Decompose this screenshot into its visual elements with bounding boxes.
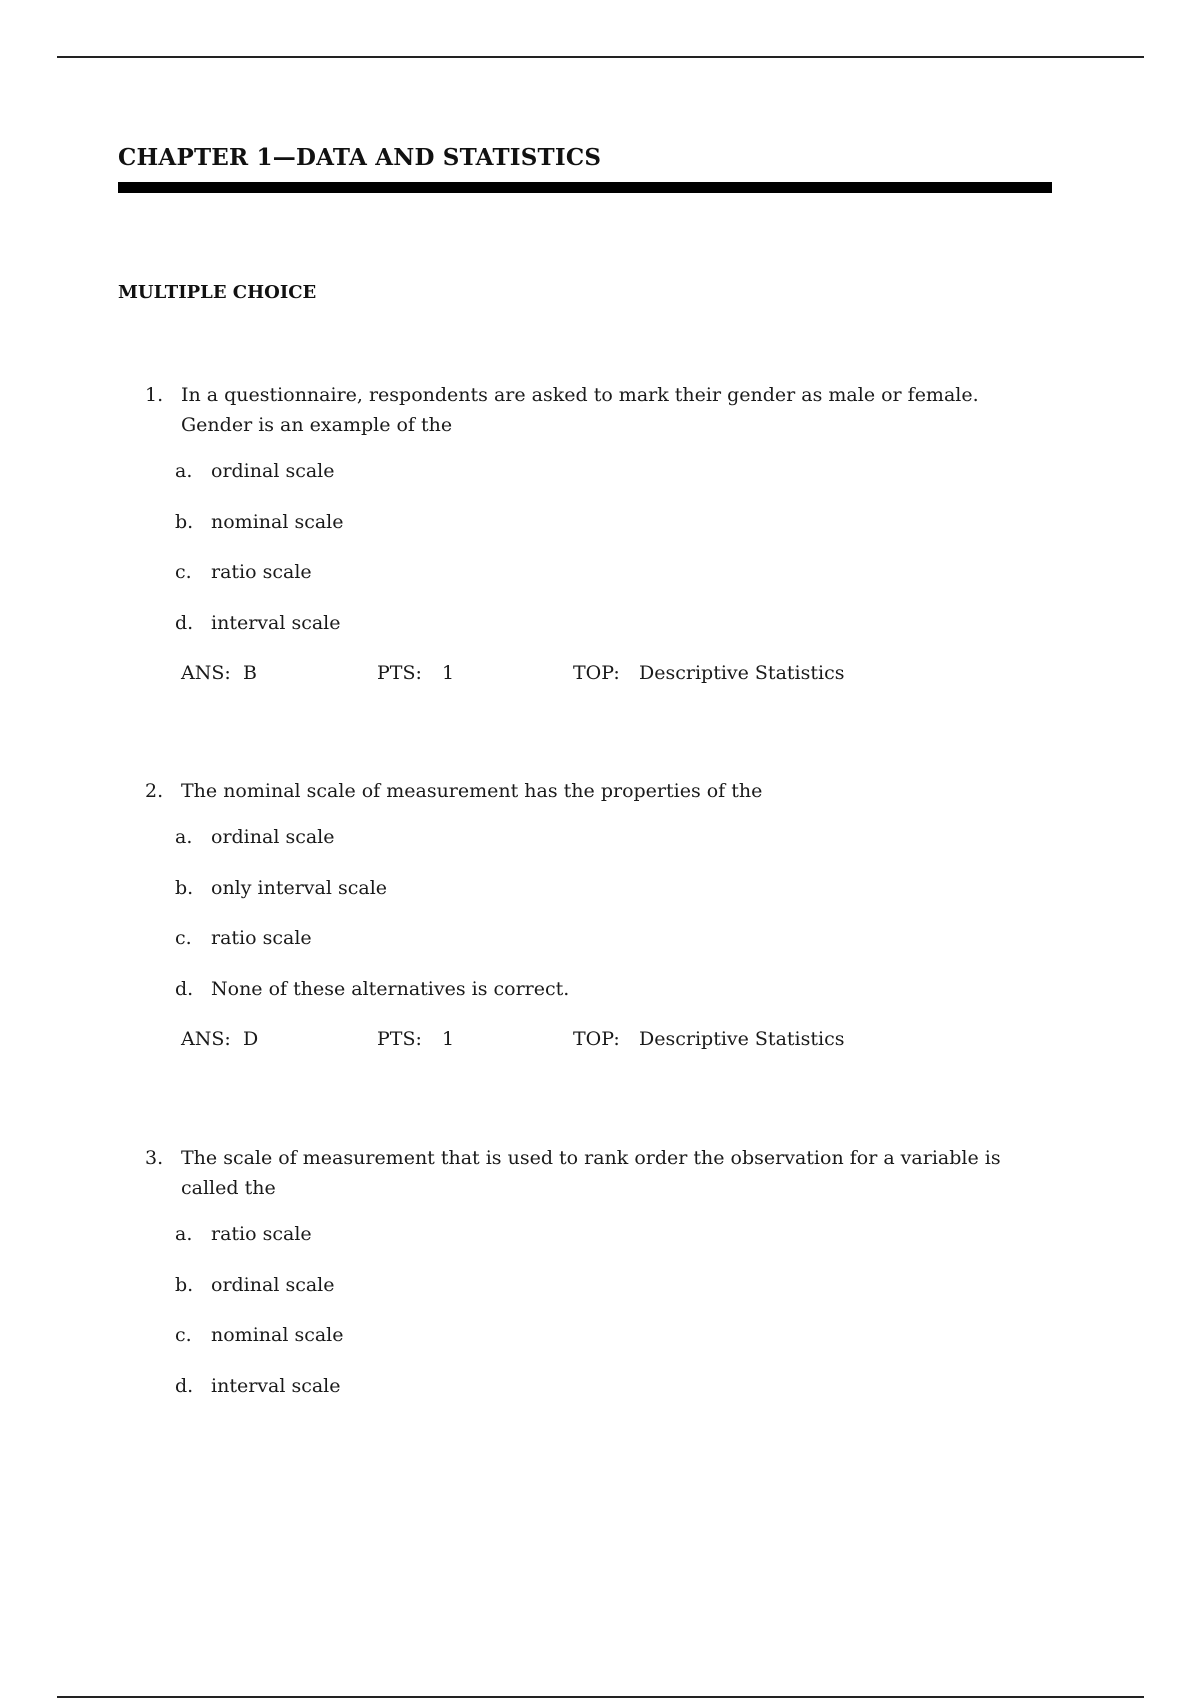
question-3: [145, 1143, 1055, 1421]
option-b: [175, 507, 1055, 558]
chapter-title-bar: [118, 182, 1052, 193]
option-a: [175, 822, 1055, 873]
option-letter: c.: [175, 1324, 192, 1346]
option-list: [175, 1219, 1055, 1421]
question-text: In a questionnaire, respondents are asked to mark their gender as male or female. Gender is an example of the: [181, 384, 979, 436]
bottom-rule: [57, 1696, 1144, 1698]
question-number: 3.: [145, 1147, 164, 1169]
option-b: [175, 1270, 1055, 1321]
option-letter: d.: [175, 611, 194, 634]
chapter-title: CHAPTER 1—DATA AND STATISTICS: [118, 144, 602, 171]
option-letter: b.: [175, 876, 194, 899]
option-text: nominal scale: [211, 1324, 344, 1346]
question-stem: [145, 776, 1055, 806]
question-stem: [145, 380, 1055, 440]
top-value: Descriptive Statistics: [639, 662, 845, 684]
option-text: ratio scale: [211, 1223, 312, 1245]
option-letter: b.: [175, 1273, 194, 1296]
option-letter: d.: [175, 1374, 194, 1397]
option-letter: a.: [175, 460, 193, 482]
option-text: None of these alternatives is correct.: [211, 977, 570, 1000]
option-text: ratio scale: [211, 927, 312, 949]
option-letter: b.: [175, 510, 194, 533]
pts-label: PTS:: [377, 1028, 422, 1050]
option-letter: a.: [175, 826, 193, 848]
question-2: [145, 776, 1055, 1054]
option-d: [175, 974, 1055, 1025]
ans-value: B: [243, 662, 257, 684]
question-number: 2.: [145, 780, 164, 802]
option-letter: a.: [175, 1223, 193, 1245]
option-list: [175, 822, 1055, 1024]
option-text: interval scale: [211, 1374, 341, 1397]
question-1: [145, 380, 1055, 688]
option-letter: c.: [175, 927, 192, 949]
option-a: [175, 1219, 1055, 1270]
option-text: nominal scale: [211, 510, 344, 533]
option-text: interval scale: [211, 611, 341, 634]
option-text: only interval scale: [211, 876, 388, 899]
option-letter: c.: [175, 561, 192, 583]
option-text: ordinal scale: [211, 460, 335, 482]
question-number: 1.: [145, 384, 164, 406]
pts-label: PTS:: [377, 662, 422, 684]
ans-label: ANS:: [181, 1028, 231, 1050]
top-label: TOP:: [573, 1028, 620, 1050]
option-a: [175, 456, 1055, 507]
section-title: MULTIPLE CHOICE: [118, 282, 317, 303]
option-letter: d.: [175, 977, 194, 1000]
option-d: [175, 1371, 1055, 1422]
pts-value: 1: [442, 662, 455, 684]
top-value: Descriptive Statistics: [639, 1028, 845, 1050]
option-text: ordinal scale: [211, 1273, 335, 1296]
top-rule: [57, 56, 1144, 58]
question-stem: [145, 1143, 1055, 1203]
question-text: The scale of measurement that is used to rank order the observation for a variable is called the: [181, 1147, 1001, 1199]
pts-value: 1: [442, 1028, 455, 1050]
answer-line: [181, 658, 1055, 688]
option-text: ratio scale: [211, 561, 312, 583]
ans-label: ANS:: [181, 662, 231, 684]
option-d: [175, 608, 1055, 659]
option-b: [175, 873, 1055, 924]
answer-line: [181, 1024, 1055, 1054]
option-list: [175, 456, 1055, 658]
option-text: ordinal scale: [211, 826, 335, 848]
option-c: [175, 923, 1055, 974]
top-label: TOP:: [573, 662, 620, 684]
ans-value: D: [243, 1028, 259, 1050]
option-c: [175, 1320, 1055, 1371]
question-text: The nominal scale of measurement has the properties of the: [181, 780, 763, 802]
option-c: [175, 557, 1055, 608]
